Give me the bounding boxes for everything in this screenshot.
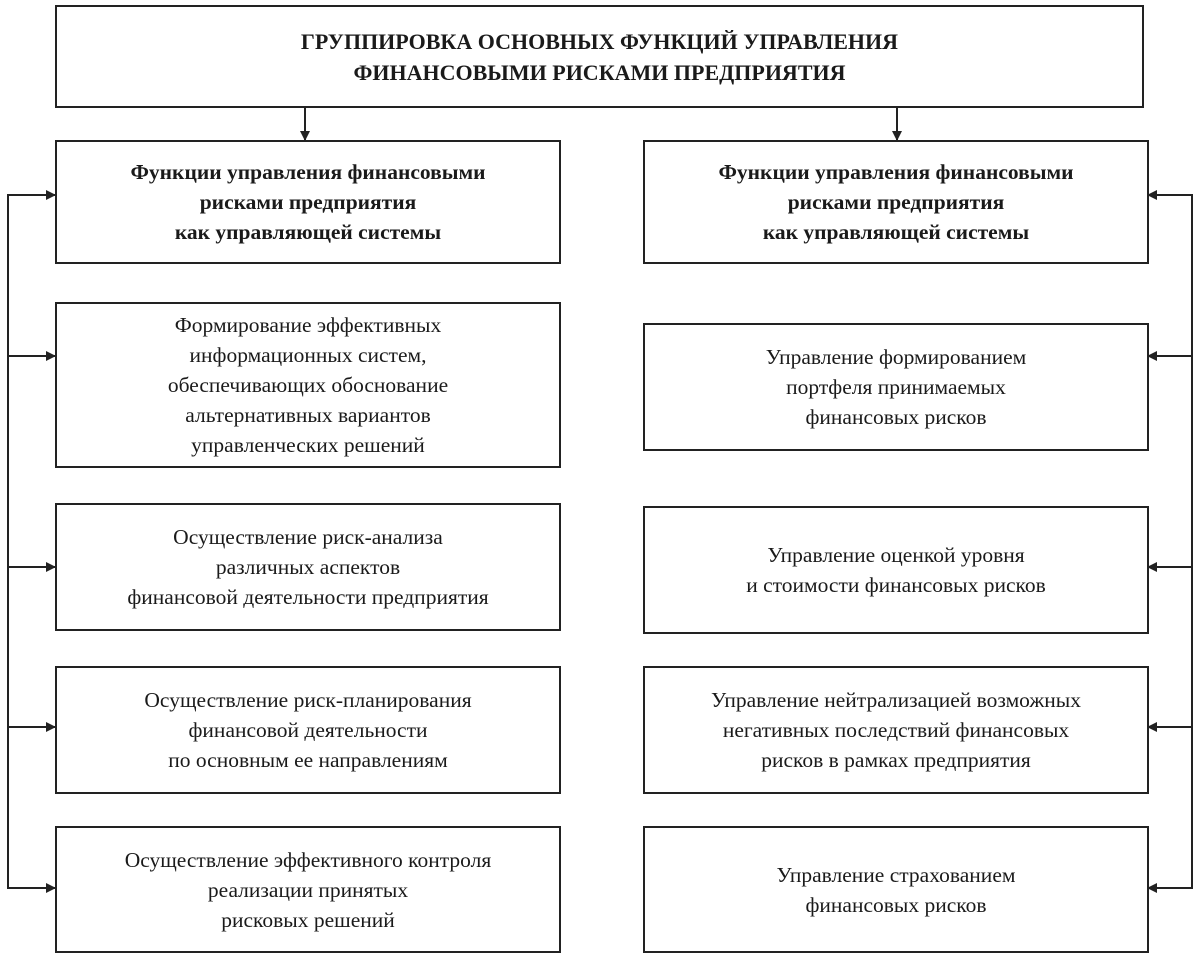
- right-item-box: [643, 826, 1149, 953]
- right-item-text: Управление формированием портфеля принимаемых финансовых рисков: [765, 345, 1027, 429]
- right-header-text: Функции управления финансовыми рисками предприятия как управляющей системы: [718, 160, 1074, 244]
- left-item-box: [55, 826, 561, 953]
- right-item-text: Управление оценкой уровня и стоимости финансовых рисков: [746, 543, 1046, 597]
- right-item-text: Управление страхованием финансовых рисков: [776, 862, 1016, 917]
- right-header-box: [643, 140, 1149, 264]
- right-item-box: [643, 506, 1149, 634]
- title-box: [55, 5, 1144, 108]
- right-item-box: [643, 666, 1149, 794]
- right-item-box: [643, 323, 1149, 451]
- left-header-text: Функции управления финансовыми рисками предприятия как управляющей системы: [130, 160, 486, 244]
- right-item-text: Управление нейтрализацией возможных негативных последствий финансовых рисков в рамках предприятия: [711, 688, 1081, 772]
- left-item-box: [55, 302, 561, 468]
- left-item-text: Осуществление риск-анализа различных аспектов финансовой деятельности предприятия: [127, 525, 489, 609]
- left-header-box: [55, 140, 561, 264]
- title-text: ГРУППИРОВКА ОСНОВНЫХ ФУНКЦИЙ УПРАВЛЕНИЯ ФИНАНСОВЫМИ РИСКАМИ ПРЕДПРИЯТИЯ: [300, 28, 899, 85]
- left-item-box: [55, 503, 561, 631]
- left-item-text: Формирование эффективных информационных систем, обеспечивающих обоснование альтернативных вариантов управленческих решений: [167, 313, 449, 457]
- left-item-box: [55, 666, 561, 794]
- left-item-text: Осуществление риск-планирования финансовой деятельности по основным ее направлениям: [144, 688, 472, 772]
- left-item-text: Осуществление эффективного контроля реализации принятых рисковых решений: [124, 847, 492, 932]
